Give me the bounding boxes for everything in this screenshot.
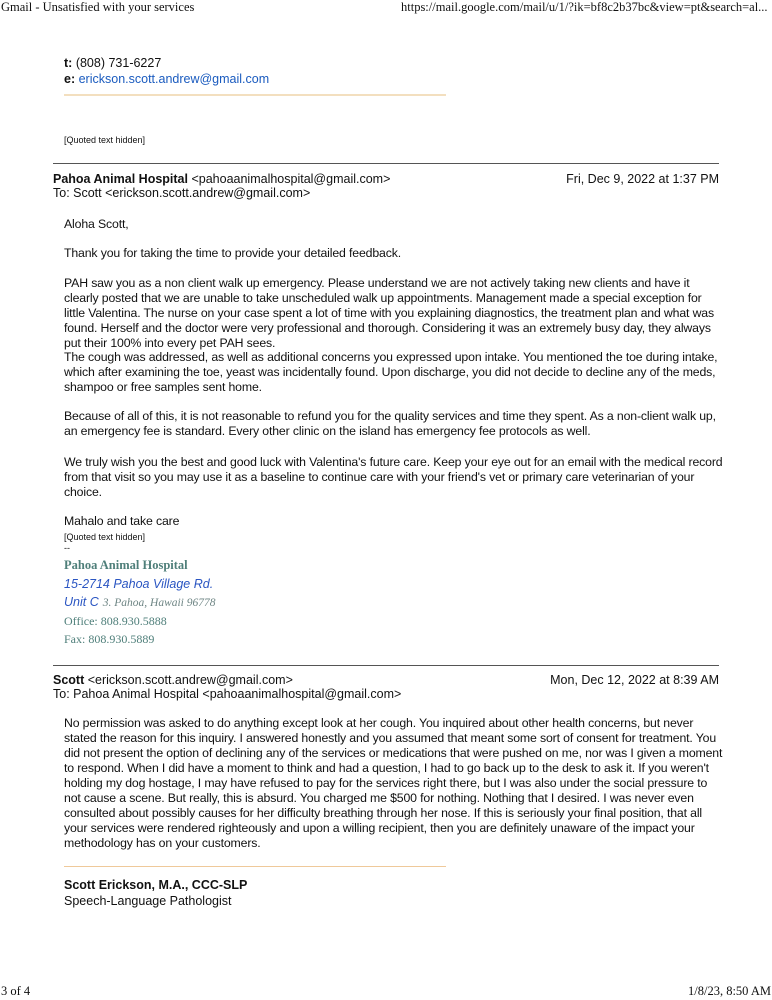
message-1-closing: Mahalo and take care xyxy=(64,514,180,528)
message-1-greeting: Aloha Scott, xyxy=(64,217,129,231)
print-header xyxy=(0,0,772,16)
phone-number: (808) 731-6227 xyxy=(75,56,162,70)
hospital-name: Pahoa Animal Hospital xyxy=(64,558,188,572)
hospital-office-phone: Office: 808.930.5888 xyxy=(64,614,167,628)
hospital-address-link[interactable]: 15-2714 Pahoa Village Rd. xyxy=(64,577,214,591)
signature-phone-line xyxy=(64,56,161,70)
signature-email-line xyxy=(64,72,269,86)
sender-name: Scott xyxy=(53,673,85,687)
signature-name: Scott Erickson, M.A., CCC-SLP xyxy=(64,878,248,892)
signature-dash: -- xyxy=(64,543,70,553)
message-1-paragraph: Thank you for taking the time to provide your detailed feedback. xyxy=(64,246,401,260)
message-divider xyxy=(53,665,719,666)
hospital-address-line-2 xyxy=(64,593,216,611)
message-1-date: Fri, Dec 9, 2022 at 1:37 PM xyxy=(566,172,719,186)
message-2-recipient: To: Pahoa Animal Hospital <pahoaanimalhospital@gmail.com> xyxy=(53,687,402,701)
message-2-paragraph: No permission was asked to do anything except look at her cough. You inquired about other health concerns, but never stated the reason for this inquiry. I answered honestly and you assumed that meant some sort of consent for treatment. You did not present the option of declining any of the services or medications that were pushed on me, nor was I given a moment to respond. When I did have a moment to think and had a question, I had to go back up to the desk to ask it. If you weren't holding my dog hostage, I may have refused to pay for the services right there, but I was also under the social pressure to not cause a scene. But really, this is absurd. You charged me $500 for nothing. Nothing that I desired. I was never even consulted about possibly causes for her difficulty breathing through her nose. If this is seriously your final position, that all your services were rendered righteously and upon a willing recipient, then you are definitely unaware of the impact your methodology has on your customers. xyxy=(64,716,723,850)
signature-divider xyxy=(64,94,446,96)
page-url: https://mail.google.com/mail/u/1/?ik=bf8c2b37bc&view=pt&search=al... xyxy=(401,0,768,14)
message-divider xyxy=(53,163,719,164)
message-1-paragraph: We truly wish you the best and good luck with Valentina's future care. Keep your eye out for an email with the medical record from that visit so you may use it as a baseline to continue care with your friend's vet or primary care veterinarian of your choice. xyxy=(64,455,723,499)
sender-name: Pahoa Animal Hospital xyxy=(53,172,188,186)
page-title: Gmail - Unsatisfied with your services xyxy=(1,0,195,14)
message-2-date: Mon, Dec 12, 2022 at 8:39 AM xyxy=(550,673,719,687)
sender-email: <erickson.scott.andrew@gmail.com> xyxy=(87,673,293,687)
quoted-text-hidden-link[interactable]: [Quoted text hidden] xyxy=(64,135,146,145)
message-1-paragraph: The cough was addressed, as well as additional concerns you expressed upon intake. You mentioned the toe during intake, which after examining the toe, yeast was incidentally found. Upon discharge, you did not decide to decline any of the meds, shampoo or free samples sent home. xyxy=(64,350,718,394)
message-1-paragraph: PAH saw you as a non client walk up emergency. Please understand we are not actively taking new clients and have it clearly posted that we are unable to take unscheduled walk up appointments. Management made a special exception for little Valentina. The nurse on your case spent a lot of time with you explaining diagnostics, the treatment plan and what was found. Herself and the doctor were very professional and thorough. Considering it was an extremely busy day, they always put their 100% into every pet PAH sees. xyxy=(64,276,714,350)
message-1-recipient: To: Scott <erickson.scott.andrew@gmail.com> xyxy=(53,186,311,200)
hospital-address-line-1 xyxy=(64,575,213,593)
print-timestamp: 1/8/23, 8:50 AM xyxy=(688,984,771,998)
signature-email-link[interactable]: erickson.scott.andrew@gmail.com xyxy=(78,72,270,86)
quoted-text-hidden-link[interactable]: [Quoted text hidden] xyxy=(64,532,146,542)
hospital-city: 3. Pahoa, Hawaii 96778 xyxy=(102,597,216,609)
email-label: e: xyxy=(64,72,76,86)
phone-label: t: xyxy=(64,56,73,70)
message-1-sender xyxy=(53,172,390,186)
message-1-paragraph: Because of all of this, it is not reasonable to refund you for the quality services and time they spent. As a non-client walk up, an emergency fee is standard. Every other clinic on the island has emergency fee protocols as well. xyxy=(64,409,716,438)
page-number: 3 of 4 xyxy=(1,984,31,998)
signature-title: Speech-Language Pathologist xyxy=(64,894,232,908)
hospital-fax: Fax: 808.930.5889 xyxy=(64,632,155,646)
message-2-sender xyxy=(53,673,293,687)
sender-email: <pahoaanimalhospital@gmail.com> xyxy=(191,172,391,186)
hospital-unit-link[interactable]: Unit C xyxy=(64,595,99,609)
hospital-signature xyxy=(64,558,188,573)
signature-divider xyxy=(64,866,446,867)
